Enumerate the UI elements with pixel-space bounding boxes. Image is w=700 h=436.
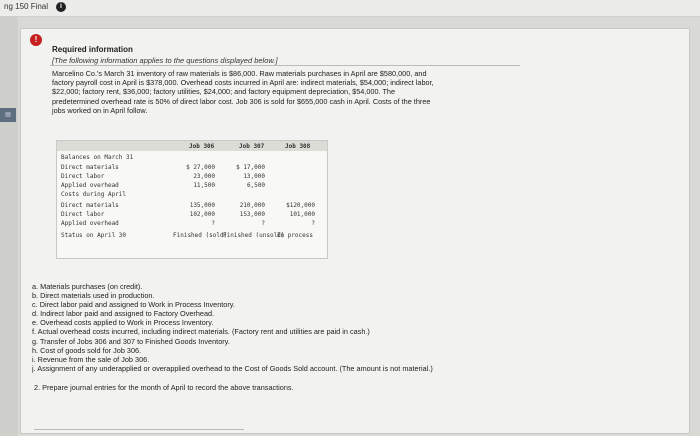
- row-label: Applied overhead: [61, 182, 119, 189]
- intro-line-3: $22,000; factory rent, $36,000; factory utilities, $24,000; and factory equipment depreciation, $54,000. The: [52, 87, 396, 97]
- table-row: [61, 232, 313, 239]
- tab-strip: [0, 0, 700, 17]
- question-2-prompt: 2. Prepare journal entries for the month of April to record the above transactions.: [34, 383, 294, 392]
- divider: [34, 429, 244, 430]
- cell-308: In process: [276, 232, 313, 239]
- table-row: [61, 220, 315, 227]
- cell-306: 135,000: [189, 202, 215, 209]
- cell-307: 13,000: [243, 173, 265, 180]
- task-a: a. Materials purchases (on credit).: [32, 282, 143, 291]
- cell-308: 101,000: [289, 211, 315, 218]
- row-label: Costs during April: [61, 191, 127, 198]
- row-label: Balances on March 31: [61, 154, 134, 161]
- header-job-308: Job 308: [285, 143, 311, 150]
- table-row: [61, 154, 133, 161]
- cell-306: ?: [211, 220, 215, 227]
- task-i: i. Revenue from the sale of Job 306.: [32, 354, 150, 364]
- row-label: Direct labor: [61, 211, 105, 218]
- header-job-306: Job 306: [189, 143, 215, 150]
- cell-307: $ 17,000: [236, 164, 265, 171]
- cell-307: Finished (unsold): [223, 232, 285, 239]
- table-row: [61, 202, 315, 209]
- required-subtitle: [The following information applies to the questions displayed below.]: [52, 56, 278, 65]
- row-label: Direct materials: [61, 164, 119, 171]
- task-d: d. Indirect labor paid and assigned to Factory Overhead.: [32, 309, 215, 319]
- table-row: [61, 182, 265, 189]
- intro-line-4: predetermined overhead rate is 50% of direct labor cost. Job 306 is sold for $655,000 cash in April. Costs of the three: [52, 96, 431, 106]
- cell-306: $ 27,000: [186, 164, 215, 171]
- cell-306: 11,500: [193, 182, 215, 189]
- task-e: e. Overhead costs applied to Work in Process Inventory.: [32, 318, 214, 328]
- intro-line-1: Marcelino Co.'s March 31 inventory of raw materials is $86,000. Raw materials purchases in April are $580,000, and: [52, 69, 427, 78]
- cell-307: ?: [261, 220, 265, 227]
- row-label: Status on April 30: [61, 232, 127, 239]
- info-icon[interactable]: i: [56, 2, 66, 12]
- cell-306: 23,000: [193, 173, 215, 180]
- header-job-307: Job 307: [239, 143, 265, 150]
- task-g: g. Transfer of Jobs 306 and 307 to Finished Goods Inventory.: [32, 336, 230, 346]
- sidebar-badge-icon[interactable]: ▤: [0, 108, 16, 122]
- alert-icon[interactable]: !: [30, 34, 42, 46]
- left-sidebar: [0, 16, 18, 436]
- table-header: [57, 141, 327, 151]
- table-row: [61, 191, 126, 198]
- task-h: h. Cost of goods sold for Job 306.: [32, 345, 142, 355]
- cell-307: 6,500: [246, 182, 265, 189]
- row-label: Direct materials: [61, 202, 119, 209]
- row-label: Applied overhead: [61, 220, 119, 227]
- table-row: [61, 173, 265, 180]
- task-list: [32, 282, 552, 373]
- cell-306: 102,000: [189, 211, 215, 218]
- tab-title: ng 150 Final: [4, 2, 49, 11]
- cell-307: 153,000: [239, 211, 265, 218]
- cell-308: ?: [311, 220, 315, 227]
- task-c: c. Direct labor paid and assigned to Work in Process Inventory.: [32, 300, 235, 310]
- cell-307: 210,000: [239, 202, 265, 209]
- cell-308: $120,000: [286, 202, 315, 209]
- cell-306: Finished (sold): [173, 232, 228, 239]
- task-j: j. Assignment of any underapplied or overapplied overhead to the Cost of Goods Sold account. (The amount is not material.): [32, 363, 433, 373]
- required-information-label: Required information: [52, 45, 133, 54]
- problem-intro: [52, 69, 502, 115]
- intro-line-2: factory payroll cost in April is $378,000. Overhead costs incurred in April are: indirect materials, $54,000; indirect labor,: [52, 78, 434, 88]
- task-b: b. Direct materials used in production.: [32, 291, 155, 301]
- row-label: Direct labor: [61, 173, 105, 180]
- table-row: [61, 164, 265, 171]
- divider: [50, 65, 520, 66]
- intro-line-5: jobs worked on in April follow.: [52, 105, 148, 115]
- task-f: f. Actual overhead costs incurred, including indirect materials. (Factory rent and utilities are paid in cash.): [32, 327, 370, 337]
- job-cost-table: [56, 140, 328, 259]
- table-row: [61, 211, 315, 218]
